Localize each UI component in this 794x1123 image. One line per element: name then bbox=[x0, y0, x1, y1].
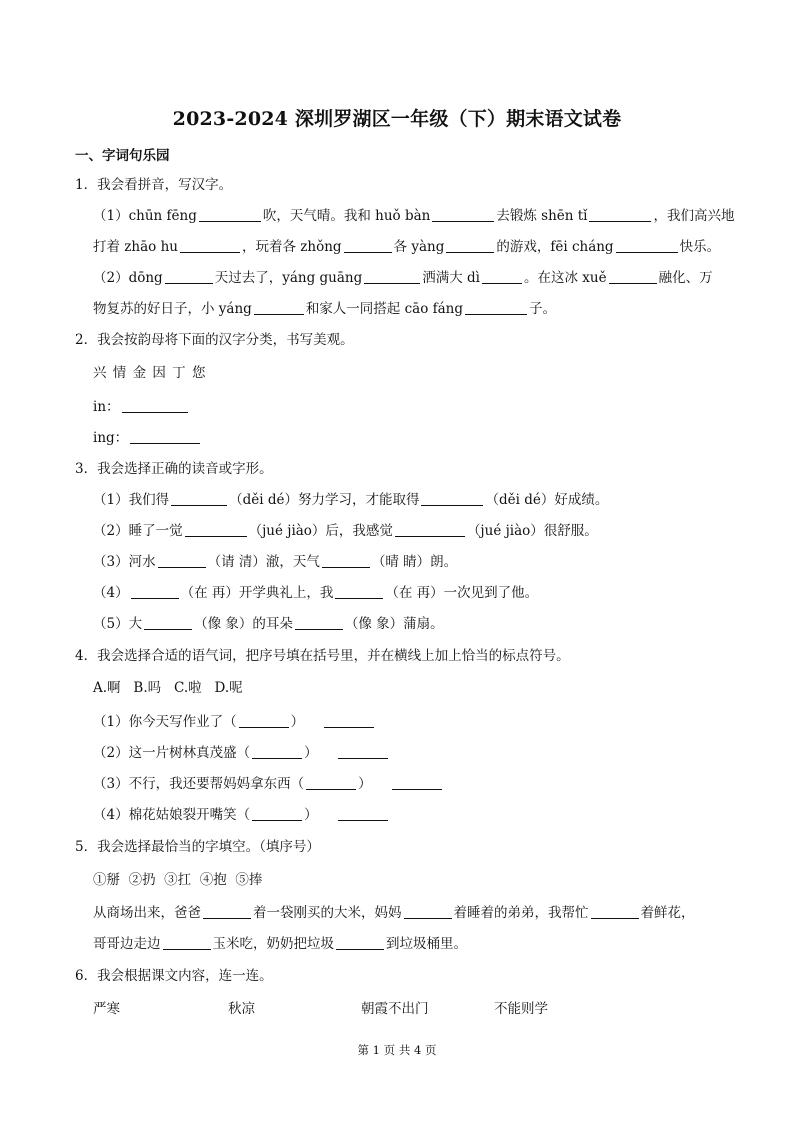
question-1-line-2 bbox=[93, 237, 720, 257]
text-segment: 去锻炼 shēn tǐ bbox=[496, 208, 588, 224]
text-segment: （晴 睛）朗。 bbox=[371, 554, 458, 570]
question-5-line-2 bbox=[93, 934, 467, 954]
match-word-2: 秋凉 bbox=[228, 1001, 255, 1017]
answer-blank[interactable] bbox=[589, 207, 651, 222]
question-2-ing-row bbox=[93, 428, 202, 448]
text-segment: （4）棉花姑娘裂开嘴笑（ bbox=[93, 807, 251, 823]
text-segment: 玉米吃，奶奶把垃圾 bbox=[212, 936, 334, 952]
answer-blank[interactable] bbox=[171, 491, 227, 506]
question-3-stem: 3．我会选择正确的读音或字形。 bbox=[75, 461, 273, 477]
text-segment: （3）不行，我还要帮妈妈拿东西（ bbox=[93, 776, 305, 792]
text-segment: （像 象）蒲扇。 bbox=[344, 616, 444, 632]
section-heading: 一、字词句乐园 bbox=[75, 148, 170, 164]
answer-blank[interactable] bbox=[344, 238, 392, 253]
answer-blank[interactable] bbox=[122, 398, 188, 413]
answer-blank[interactable] bbox=[180, 238, 240, 253]
question-5-options: ①掰 ②扔 ③扛 ④抱 ⑤捧 bbox=[93, 872, 263, 888]
answer-blank[interactable] bbox=[203, 904, 251, 919]
punctuation-blank[interactable] bbox=[324, 713, 374, 728]
text-segment: ，我们高兴地 bbox=[653, 208, 735, 224]
answer-blank[interactable] bbox=[254, 300, 304, 315]
text-segment: 子。 bbox=[529, 301, 557, 317]
answer-blank[interactable] bbox=[165, 269, 213, 284]
text-segment: 洒满大 dì bbox=[422, 270, 480, 286]
answer-blank[interactable] bbox=[199, 207, 261, 222]
text-segment: 各 yàng bbox=[393, 239, 445, 255]
text-segment: （jué jiào）后，我感觉 bbox=[248, 523, 393, 539]
punctuation-blank[interactable] bbox=[392, 775, 442, 790]
text-segment: （2）这一片树林真茂盛（ bbox=[93, 745, 251, 761]
question-2-stem: 2．我会按韵母将下面的汉字分类，书写美观。 bbox=[75, 332, 354, 348]
answer-blank[interactable] bbox=[295, 615, 343, 630]
question-4-item-3 bbox=[93, 774, 444, 794]
text-segment: 物复苏的好日子，小 yáng bbox=[93, 301, 252, 317]
question-4-item-1 bbox=[93, 712, 376, 732]
answer-blank[interactable] bbox=[335, 584, 383, 599]
answer-blank[interactable] bbox=[421, 491, 483, 506]
text-segment: 哥哥边走边 bbox=[93, 936, 161, 952]
question-1-line-4 bbox=[93, 299, 556, 319]
answer-blank[interactable] bbox=[144, 615, 192, 630]
text-segment: （在 再）开学典礼上，我 bbox=[180, 585, 334, 601]
text-segment: ） bbox=[358, 776, 372, 792]
text-segment: 从商场出来，爸爸 bbox=[93, 905, 201, 921]
answer-blank[interactable] bbox=[432, 207, 494, 222]
text-segment: ） bbox=[304, 745, 318, 761]
question-4-stem: 4．我会选择合适的语气词，把序号填在括号里，并在横线上加上恰当的标点符号。 bbox=[75, 648, 570, 664]
question-3-line-4 bbox=[93, 583, 538, 603]
answer-blank[interactable] bbox=[465, 300, 527, 315]
answer-blank[interactable] bbox=[609, 269, 657, 284]
question-4-item-2 bbox=[93, 743, 390, 763]
answer-blank[interactable] bbox=[252, 806, 302, 821]
text-segment: 的游戏，fēi cháng bbox=[496, 239, 614, 255]
text-segment: （1）chūn fēng bbox=[93, 208, 197, 224]
text-segment: （在 再）一次见到了他。 bbox=[385, 585, 539, 601]
text-segment: （4） bbox=[93, 585, 129, 601]
text-segment: 着一袋刚买的大米，妈妈 bbox=[253, 905, 402, 921]
answer-blank[interactable] bbox=[482, 269, 522, 284]
text-segment: （5）大 bbox=[93, 616, 143, 632]
answer-blank[interactable] bbox=[130, 429, 200, 444]
text-segment: 到垃圾桶里。 bbox=[386, 936, 467, 952]
question-1-line-1 bbox=[93, 206, 734, 226]
answer-blank[interactable] bbox=[446, 238, 494, 253]
text-segment: 着睡着的弟弟，我帮忙 bbox=[453, 905, 589, 921]
page-footer: 第 1 页 共 4 页 bbox=[357, 1043, 437, 1057]
page-title: 2023-2024 深圳罗湖区一年级（下）期末语文试卷 bbox=[172, 108, 622, 130]
question-1-line-3 bbox=[93, 268, 713, 288]
text-segment: （1）你今天写作业了（ bbox=[93, 714, 237, 730]
match-word-1: 严寒 bbox=[93, 1001, 120, 1017]
question-6-stem: 6．我会根据课文内容，连一连。 bbox=[75, 968, 273, 984]
question-3-line-5 bbox=[93, 614, 444, 634]
text-segment: （请 清）澈，天气 bbox=[207, 554, 320, 570]
text-segment: 快乐。 bbox=[679, 239, 721, 255]
text-segment: 打着 zhāo hu bbox=[93, 239, 178, 255]
text-segment: （3）河水 bbox=[93, 554, 156, 570]
question-2-characters: 兴 情 金 因 丁 您 bbox=[93, 365, 207, 381]
text-segment: 天过去了，yáng guāng bbox=[214, 270, 363, 286]
text-segment: （2）dōng bbox=[93, 270, 163, 286]
text-segment: 吹，天气晴。我和 huǒ bàn bbox=[262, 208, 431, 224]
question-3-line-1 bbox=[93, 490, 608, 510]
answer-blank[interactable] bbox=[306, 775, 356, 790]
text-segment: （jué jiào）很舒服。 bbox=[466, 523, 598, 539]
text-segment: （2）睡了一觉 bbox=[93, 523, 183, 539]
answer-blank[interactable] bbox=[364, 269, 420, 284]
text-segment: 和家人一同搭起 cāo fáng bbox=[305, 301, 464, 317]
answer-blank[interactable] bbox=[158, 553, 206, 568]
punctuation-blank[interactable] bbox=[338, 744, 388, 759]
text-segment: （1）我们得 bbox=[93, 492, 170, 508]
text-segment: （děi dé）努力学习，才能取得 bbox=[229, 492, 420, 508]
text-segment: ） bbox=[304, 807, 318, 823]
match-word-4: 不能则学 bbox=[494, 1001, 548, 1017]
answer-blank[interactable] bbox=[616, 238, 678, 253]
answer-blank[interactable] bbox=[404, 904, 452, 919]
question-3-line-3 bbox=[93, 552, 457, 572]
ing-label: ing： bbox=[93, 430, 129, 446]
answer-blank[interactable] bbox=[336, 935, 384, 950]
question-3-line-2 bbox=[93, 521, 598, 541]
question-4-options: A.啊 B.吗 C.啦 D.呢 bbox=[93, 680, 243, 696]
question-1-stem: 1．我会看拼音，写汉字。 bbox=[75, 177, 233, 193]
answer-blank[interactable] bbox=[163, 935, 211, 950]
text-segment: 。在这冰 xuě bbox=[524, 270, 607, 286]
answer-blank[interactable] bbox=[239, 713, 289, 728]
text-segment: 融化、万 bbox=[658, 270, 713, 286]
answer-blank[interactable] bbox=[395, 522, 465, 537]
match-word-3: 朝霞不出门 bbox=[361, 1001, 429, 1017]
punctuation-blank[interactable] bbox=[338, 806, 388, 821]
text-segment: 着鲜花， bbox=[640, 905, 695, 921]
in-label: in： bbox=[93, 399, 120, 415]
text-segment: （děi dé）好成绩。 bbox=[485, 492, 609, 508]
question-5-stem: 5．我会选择最恰当的字填空。（填序号） bbox=[75, 839, 320, 855]
question-4-item-4 bbox=[93, 805, 390, 825]
answer-blank[interactable] bbox=[322, 553, 370, 568]
text-segment: ，玩着各 zhǒng bbox=[241, 239, 342, 255]
answer-blank[interactable] bbox=[591, 904, 639, 919]
text-segment: ） bbox=[290, 714, 305, 730]
question-2-in-row bbox=[93, 397, 190, 417]
answer-blank[interactable] bbox=[185, 522, 247, 537]
answer-blank[interactable] bbox=[131, 584, 179, 599]
text-segment: （像 象）的耳朵 bbox=[194, 616, 293, 632]
question-5-line-1 bbox=[93, 903, 695, 923]
answer-blank[interactable] bbox=[252, 744, 302, 759]
